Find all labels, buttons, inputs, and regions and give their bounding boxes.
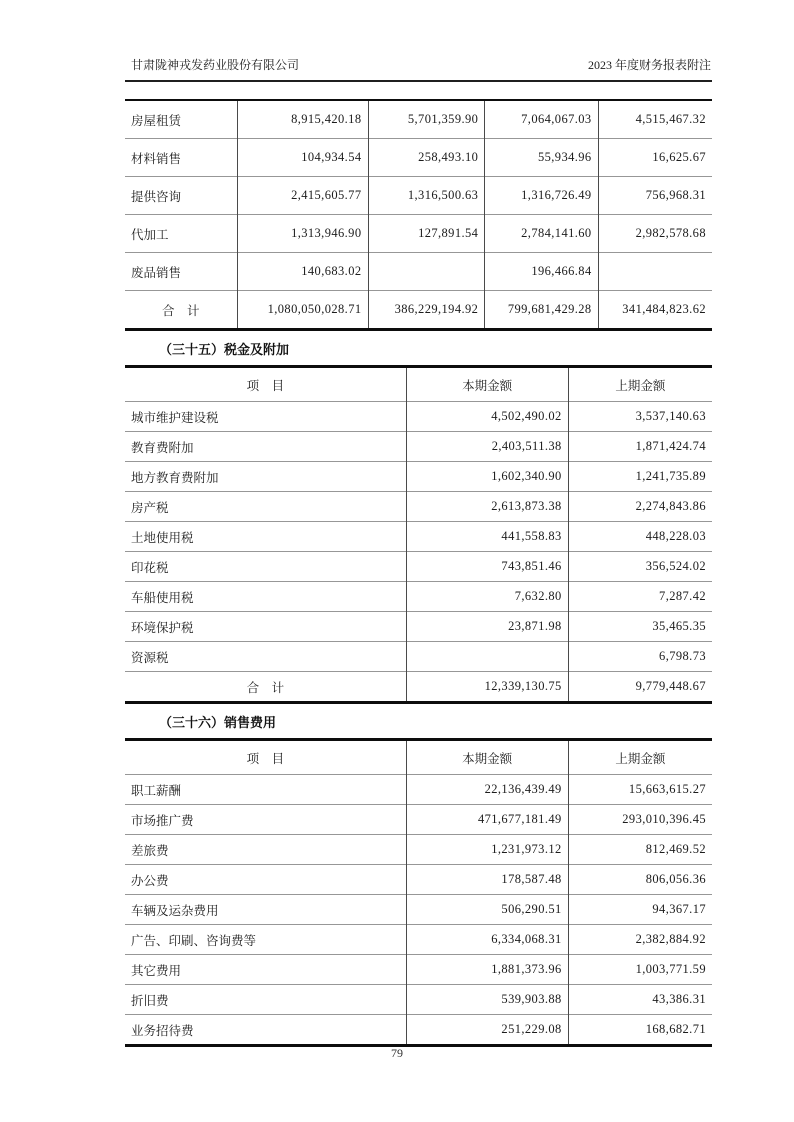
table-row <box>125 835 712 865</box>
amount-cell: 1,316,726.49 <box>485 177 598 215</box>
amount-cell: 4,515,467.32 <box>598 100 712 139</box>
table-row <box>125 177 712 215</box>
amount-cell: 2,415,605.77 <box>237 177 368 215</box>
table-row <box>125 895 712 925</box>
amount-cell: 799,681,429.28 <box>485 291 598 330</box>
table-row <box>125 775 712 805</box>
revenue-detail-continuation-table <box>125 99 712 331</box>
section-title-35-taxes-and-surcharges: （三十五）税金及附加 <box>159 342 290 357</box>
amount-cell: 2,274,843.86 <box>568 492 712 522</box>
row-label: 车船使用税 <box>125 582 406 612</box>
page-content <box>125 56 712 1047</box>
row-label: 环境保护税 <box>125 612 406 642</box>
doc-title: 2023 年度财务报表附注 <box>587 58 711 72</box>
amount-cell: 2,613,873.38 <box>406 492 568 522</box>
table-row <box>125 955 712 985</box>
row-label: 差旅费 <box>125 835 406 865</box>
amount-cell: 15,663,615.27 <box>568 775 712 805</box>
row-label: 材料销售 <box>125 139 237 177</box>
amount-cell: 539,903.88 <box>406 985 568 1015</box>
amount-cell: 2,403,511.38 <box>406 432 568 462</box>
amount-cell: 178,587.48 <box>406 865 568 895</box>
amount-cell <box>368 253 485 291</box>
table-row <box>125 582 712 612</box>
amount-cell: 448,228.03 <box>568 522 712 552</box>
column-header: 上期金额 <box>568 740 712 775</box>
amount-cell <box>598 253 712 291</box>
amount-cell: 3,537,140.63 <box>568 402 712 432</box>
row-label: 土地使用税 <box>125 522 406 552</box>
amount-cell: 756,968.31 <box>598 177 712 215</box>
row-label: 城市维护建设税 <box>125 402 406 432</box>
amount-cell: 506,290.51 <box>406 895 568 925</box>
amount-cell: 6,334,068.31 <box>406 925 568 955</box>
table-header-row <box>125 367 712 402</box>
table-row <box>125 985 712 1015</box>
table-row <box>125 642 712 672</box>
amount-cell: 2,784,141.60 <box>485 215 598 253</box>
row-label: 广告、印刷、咨询费等 <box>125 925 406 955</box>
table-row <box>125 462 712 492</box>
taxes-and-surcharges-table <box>125 365 712 704</box>
amount-cell: 1,003,771.59 <box>568 955 712 985</box>
table-header-row <box>125 740 712 775</box>
table-row <box>125 1015 712 1046</box>
amount-cell: 7,064,067.03 <box>485 100 598 139</box>
amount-cell: 23,871.98 <box>406 612 568 642</box>
column-header: 项 目 <box>246 751 285 766</box>
amount-cell: 251,229.08 <box>406 1015 568 1046</box>
column-header: 本期金额 <box>406 367 568 402</box>
page-number: 79 <box>391 1046 403 1060</box>
amount-cell: 43,386.31 <box>568 985 712 1015</box>
amount-cell: 196,466.84 <box>485 253 598 291</box>
amount-cell: 471,677,181.49 <box>406 805 568 835</box>
amount-cell: 1,316,500.63 <box>368 177 485 215</box>
amount-cell: 127,891.54 <box>368 215 485 253</box>
row-label: 地方教育费附加 <box>125 462 406 492</box>
amount-cell: 806,056.36 <box>568 865 712 895</box>
amount-cell: 2,982,578.68 <box>598 215 712 253</box>
amount-cell: 1,080,050,028.71 <box>237 291 368 330</box>
table-row <box>125 522 712 552</box>
table-row <box>125 865 712 895</box>
row-label: 印花税 <box>125 552 406 582</box>
row-label: 教育费附加 <box>125 432 406 462</box>
amount-cell: 812,469.52 <box>568 835 712 865</box>
amount-cell: 7,632.80 <box>406 582 568 612</box>
amount-cell: 1,602,340.90 <box>406 462 568 492</box>
row-label: 房产税 <box>125 492 406 522</box>
table-row <box>125 805 712 835</box>
row-label: 废品销售 <box>125 253 237 291</box>
row-label: 折旧费 <box>125 985 406 1015</box>
total-row <box>125 672 712 703</box>
section-title-36-selling-expenses: （三十六）销售费用 <box>159 715 277 730</box>
row-label: 代加工 <box>125 215 237 253</box>
row-label: 业务招待费 <box>125 1015 406 1046</box>
row-label: 资源税 <box>125 642 406 672</box>
table-row <box>125 139 712 177</box>
amount-cell: 22,136,439.49 <box>406 775 568 805</box>
amount-cell: 4,502,490.02 <box>406 402 568 432</box>
row-label: 市场推广费 <box>125 805 406 835</box>
amount-cell: 35,465.35 <box>568 612 712 642</box>
amount-cell: 104,934.54 <box>237 139 368 177</box>
total-label: 合 计 <box>125 672 406 703</box>
amount-cell: 1,231,973.12 <box>406 835 568 865</box>
amount-cell: 140,683.02 <box>237 253 368 291</box>
column-header: 上期金额 <box>568 367 712 402</box>
selling-expenses-table <box>125 738 712 1047</box>
amount-cell: 258,493.10 <box>368 139 485 177</box>
amount-cell: 168,682.71 <box>568 1015 712 1046</box>
total-label: 合 计 <box>125 291 237 330</box>
table-row <box>125 925 712 955</box>
amount-cell: 441,558.83 <box>406 522 568 552</box>
amount-cell: 386,229,194.92 <box>368 291 485 330</box>
table-row <box>125 552 712 582</box>
amount-cell: 12,339,130.75 <box>406 672 568 703</box>
amount-cell: 743,851.46 <box>406 552 568 582</box>
row-label: 房屋租赁 <box>131 113 182 128</box>
table-row <box>125 492 712 522</box>
table-row <box>125 253 712 291</box>
amount-cell: 1,871,424.74 <box>568 432 712 462</box>
amount-cell: 9,779,448.67 <box>568 672 712 703</box>
amount-cell: 2,382,884.92 <box>568 925 712 955</box>
amount-cell: 5,701,359.90 <box>368 100 485 139</box>
table-row <box>125 215 712 253</box>
amount-cell: 16,625.67 <box>598 139 712 177</box>
page-header <box>125 56 712 82</box>
amount-cell: 55,934.96 <box>485 139 598 177</box>
amount-cell: 1,881,373.96 <box>406 955 568 985</box>
row-label: 其它费用 <box>125 955 406 985</box>
amount-cell: 7,287.42 <box>568 582 712 612</box>
total-row <box>125 291 712 330</box>
table-row <box>125 100 712 139</box>
amount-cell: 94,367.17 <box>568 895 712 925</box>
column-header: 本期金额 <box>406 740 568 775</box>
row-label: 职工薪酬 <box>125 775 406 805</box>
amount-cell: 1,313,946.90 <box>237 215 368 253</box>
amount-cell: 8,915,420.18 <box>237 100 368 139</box>
amount-cell: 1,241,735.89 <box>568 462 712 492</box>
amount-cell: 356,524.02 <box>568 552 712 582</box>
row-label: 提供咨询 <box>125 177 237 215</box>
table-row <box>125 402 712 432</box>
amount-cell <box>406 642 568 672</box>
amount-cell: 293,010,396.45 <box>568 805 712 835</box>
company-name: 甘肃陇神戎发药业股份有限公司 <box>131 58 300 72</box>
amount-cell: 341,484,823.62 <box>598 291 712 330</box>
row-label: 车辆及运杂费用 <box>125 895 406 925</box>
table-row <box>125 612 712 642</box>
table-row <box>125 432 712 462</box>
column-header: 项 目 <box>246 378 285 393</box>
row-label: 办公费 <box>125 865 406 895</box>
amount-cell: 6,798.73 <box>568 642 712 672</box>
